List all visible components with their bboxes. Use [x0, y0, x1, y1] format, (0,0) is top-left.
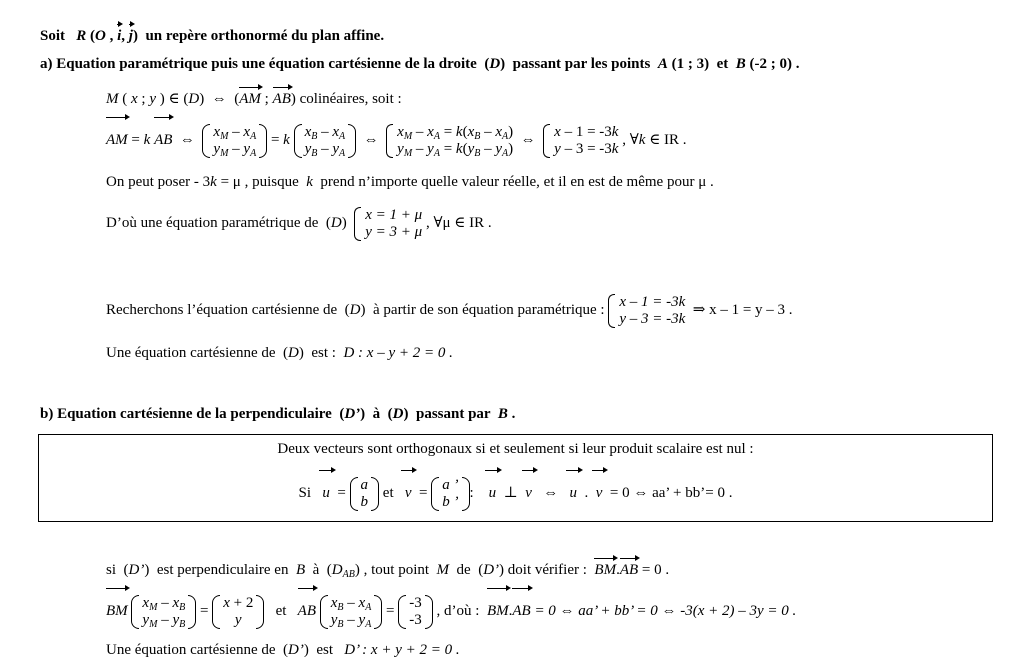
system-k: $x_M - x_A = k(x_B - x_A)$ $y_M - y_A = k(y_B - y_A)$: [386, 124, 513, 158]
param-label: D’où une équation paramétrique de: [106, 215, 319, 231]
cart-b-equation: D’ : x + y + 2 = 0 .: [344, 642, 460, 658]
colinear-text: colinéaires, soit :: [299, 91, 402, 107]
box-si: Si: [298, 485, 312, 501]
matrix-am: $x_M - x_A$ $y_M - y_A$: [202, 124, 267, 158]
si-text4: , tout point: [363, 562, 430, 578]
part-a-title-text: a) Equation paramétrique puis une équation cartésienne de la droite: [40, 56, 477, 72]
part-a-title-mid: passant par les points: [512, 56, 651, 72]
part-a-title: a) Equation paramétrique puis une équation cartésienne de la droite (D) passant par les points A (1 ; 3) et B (-2 ; 0) .: [40, 56, 800, 72]
bm-ab-line: BM $x_M - x_B$ $y_M - y_B$ = x + 2 y et AB $x_B - x_A$ $y_B - y_A$ = -3 -3 , d’où : BM.AB = 0 ⇔ aa’ + bb’ = 0 ⇔ -3(x + 2) – 3y = 0 .: [106, 588, 796, 631]
search-system: x – 1 = -3k y – 3 = -3k: [608, 294, 685, 328]
search-result: ⇒ x – 1 = y – 3 .: [692, 302, 793, 318]
part-b-title: b) Equation cartésienne de la perpendiculaire (D’) à (D) passant par B .: [40, 406, 516, 422]
cartesian-b-line: Une équation cartésienne de (D’) est D’ : x + y + 2 = 0 .: [106, 642, 460, 658]
header-line: Soit R (O , i, j) un repère orthonormé du plan affine.: [40, 24, 384, 45]
matrix-ab: $x_B - x_A$ $y_B - y_A$: [294, 124, 357, 158]
part-b-title-mid: à: [372, 406, 381, 422]
param-forall: , ∀μ ∈ IR .: [425, 215, 492, 231]
point-a: (1 ; 3): [671, 56, 710, 72]
soit-label: Soit: [40, 28, 66, 44]
si-text2: est perpendiculaire en: [156, 562, 289, 578]
dou-label: , d’où :: [436, 603, 480, 619]
point-b: (-2 ; 0) .: [749, 56, 800, 72]
vector-equation-line: AM = k AB ⇔ $x_M - x_A$ $y_M - y_A$ = k $x_B - x_A$ $y_B - y_A$ ⇔ $x_M - x_A = k(x_B - x_A)$ $y_M - y_A = k(y_B - y_A)$ ⇔ x – 1 = -3k y – 3 = -3k , ∀k ∈ IR .: [106, 117, 687, 160]
cart-a-equation: D : x – y + 2 = 0 .: [343, 345, 453, 361]
cart-b-est: est: [316, 642, 334, 658]
box-colon: :: [469, 485, 474, 501]
et-label: et: [275, 603, 287, 619]
box-line-1-text: Deux vecteurs sont orthogonaux si et seulement si leur produit scalaire est nul :: [277, 441, 754, 457]
cart-a-text: Une équation cartésienne de: [106, 345, 276, 361]
cartesian-a-line: Une équation cartésienne de (D) est : D : x – y + 2 = 0 .: [106, 345, 453, 361]
system-numeric: x – 1 = -3k y – 3 = -3k: [543, 124, 618, 158]
param-system: x = 1 + μ y = 3 + μ: [354, 207, 422, 241]
perp-condition-line: si (D’) est perpendiculaire en B à $(D_{AB})$ , tout point M de (D’) doit vérifier : BM.AB = 0 .: [106, 558, 669, 579]
cart-b-text: Une équation cartésienne de: [106, 642, 276, 658]
colinear-line: M ( x ; y ) ∈ (D) ⇔ (AM ; AB) colinéaires, soit :: [106, 87, 402, 108]
si-text5: de: [456, 562, 471, 578]
box-end: = 0 ⇔ aa’ + bb’= 0 .: [609, 485, 733, 501]
si-text6: doit vérifier :: [507, 562, 587, 578]
repere-text: un repère orthonormé du plan affine.: [145, 28, 385, 44]
mu-text-3: prend n’importe quelle valeur réelle, et il en est de même pour μ .: [320, 174, 714, 190]
cart-a-est: est :: [311, 345, 336, 361]
mu-line: On peut poser - 3k = μ , puisque k prend n’importe quelle valeur réelle, et il en est de même pour μ .: [106, 174, 714, 190]
mu-text-2: = μ , puisque: [220, 174, 299, 190]
vector-i: i: [117, 24, 121, 45]
box-line-2: Si u = a b et v = a ’ b ’ : u ⊥ v ⇔ u . v = 0 ⇔ aa’ + bb’= 0 .: [38, 470, 993, 513]
search-text: Recherchons l’équation cartésienne de: [106, 302, 338, 318]
parametric-line: D’où une équation paramétrique de (D) x = 1 + μ y = 3 + μ , ∀μ ∈ IR .: [106, 206, 492, 240]
part-b-title-text: b) Equation cartésienne de la perpendiculaire: [40, 406, 332, 422]
mu-text-1: On peut poser - 3: [106, 174, 211, 190]
vector-j: j: [129, 24, 133, 45]
box-et: et: [382, 485, 394, 501]
repere-symbol: R: [76, 28, 87, 44]
search-text2: à partir de son équation paramétrique :: [373, 302, 605, 318]
final-chain: = 0 ⇔ aa’ + bb’ = 0 ⇔ -3(x + 2) – 3y = 0 .: [534, 603, 797, 619]
si-text: si: [106, 562, 117, 578]
search-line: Recherchons l’équation cartésienne de (D) à partir de son équation paramétrique : x – 1 = -3k y – 3 = -3k ⇒ x – 1 = y – 3 .: [106, 293, 793, 327]
part-b-title-end: passant par: [415, 406, 491, 422]
box-line-1: [38, 440, 993, 458]
si-text3: à: [312, 562, 320, 578]
